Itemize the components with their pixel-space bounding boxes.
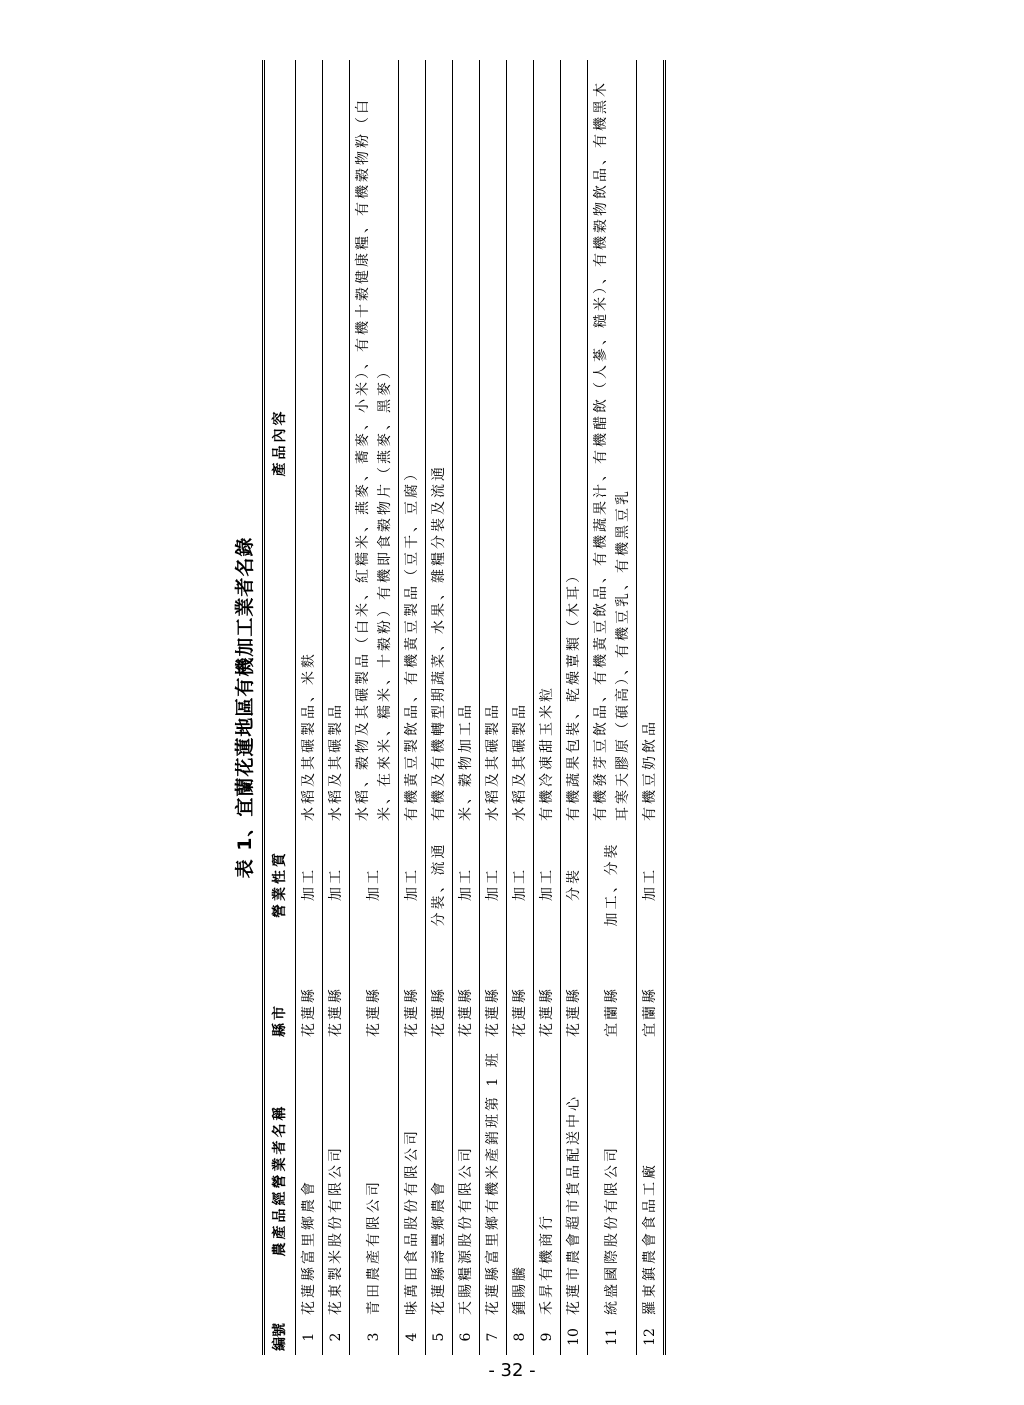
- cell-business-type: 加工: [637, 825, 665, 943]
- cell-county: 花蓮縣: [453, 943, 480, 1041]
- cell-county: 花蓮縣: [534, 943, 561, 1041]
- table-row: [350, 60, 399, 1355]
- cell-business-type: 加工: [350, 825, 399, 943]
- rotated-table-block: [230, 60, 855, 1355]
- cell-business-type: 加工: [534, 825, 561, 943]
- cell-county: 花蓮縣: [323, 943, 350, 1041]
- cell-name: 天賜糧源股份有限公司: [453, 1041, 480, 1319]
- cell-no: 8: [507, 1319, 534, 1355]
- cell-business-type: 加工: [507, 825, 534, 943]
- table-row: [534, 60, 561, 1355]
- cell-business-type: 加工、分裝: [588, 825, 637, 943]
- cell-business-type: 加工: [453, 825, 480, 943]
- cell-products: 有機黃豆製飲品、有機黃豆製品（豆干、豆腐）: [399, 60, 426, 825]
- cell-business-type: 分裝: [561, 825, 588, 943]
- cell-products: 米、穀物加工品: [453, 60, 480, 825]
- cell-name: 花蓮縣富里鄉有機米產銷班第 1 班: [480, 1041, 507, 1319]
- table-row: [480, 60, 507, 1355]
- cell-county: 花蓮縣: [296, 943, 323, 1041]
- cell-county: 花蓮縣: [561, 943, 588, 1041]
- cell-business-type: 加工: [480, 825, 507, 943]
- cell-no: 3: [350, 1319, 399, 1355]
- cell-business-type: 加工: [399, 825, 426, 943]
- cell-products: 有機豆奶飲品: [637, 60, 665, 825]
- cell-products: 水稻及其碾製品: [507, 60, 534, 825]
- cell-business-type: 加工: [296, 825, 323, 943]
- cell-county: 宜蘭縣: [588, 943, 637, 1041]
- cell-name: 羅東鎮農會食品工廠: [637, 1041, 665, 1319]
- table-row: [323, 60, 350, 1355]
- cell-no: 10: [561, 1319, 588, 1355]
- table-row: [399, 60, 426, 1355]
- header-business-type: 營業性質: [264, 825, 296, 943]
- cell-no: 4: [399, 1319, 426, 1355]
- cell-products: 有機冷凍甜玉米粒: [534, 60, 561, 825]
- cell-name: 花東製米股份有限公司: [323, 1041, 350, 1319]
- table-header-row: [264, 60, 296, 1355]
- table-row: [637, 60, 665, 1355]
- cell-business-type: 分裝、流通: [426, 825, 453, 943]
- header-name: 農產品經營業者名稱: [264, 1041, 296, 1319]
- table-row: [296, 60, 323, 1355]
- cell-no: 1: [296, 1319, 323, 1355]
- table-row: [426, 60, 453, 1355]
- cell-products: 有機蔬果包裝、乾燥蕈類（木耳）: [561, 60, 588, 825]
- cell-name: 鍾賜騰: [507, 1041, 534, 1319]
- cell-products: 水稻、穀物及其碾製品（白米、紅糯米、燕麥、蕎麥、小米）、有機十穀健康糧、有機穀物粉（白米、在來米、糯米、十穀粉）有機即食穀物片（燕麥、黑麥）: [350, 60, 399, 825]
- header-no: 編號: [264, 1319, 296, 1355]
- cell-county: 宜蘭縣: [637, 943, 665, 1041]
- page-number: - 32 -: [488, 1360, 536, 1381]
- cell-no: 7: [480, 1319, 507, 1355]
- cell-products: 水稻及其碾製品: [480, 60, 507, 825]
- cell-name: 味萬田食品股份有限公司: [399, 1041, 426, 1319]
- cell-business-type: 加工: [323, 825, 350, 943]
- table-row: [507, 60, 534, 1355]
- cell-county: 花蓮縣: [426, 943, 453, 1041]
- table-row: [561, 60, 588, 1355]
- organic-processors-table: [262, 60, 666, 1355]
- cell-no: 9: [534, 1319, 561, 1355]
- cell-no: 6: [453, 1319, 480, 1355]
- cell-products: 有機發芽豆飲品、有機黃豆飲品、有機蔬果汁、有機醋飲（人蔘、糙米）、有機穀物飲品、有機黑木耳寒天膠原（碩高）、有機豆乳、有機黑豆乳: [588, 60, 637, 825]
- cell-name: 花蓮縣富里鄉農會: [296, 1041, 323, 1319]
- table-row: [453, 60, 480, 1355]
- cell-name: 花蓮市農會超市貨品配送中心: [561, 1041, 588, 1319]
- header-products: 產品內容: [264, 60, 296, 825]
- cell-name: 青田農產有限公司: [350, 1041, 399, 1319]
- header-county: 縣市: [264, 943, 296, 1041]
- cell-county: 花蓮縣: [480, 943, 507, 1041]
- cell-name: 花蓮縣壽豐鄉農會: [426, 1041, 453, 1319]
- cell-no: 5: [426, 1319, 453, 1355]
- cell-county: 花蓮縣: [350, 943, 399, 1041]
- table-caption: 表 1、宜蘭花蓮地區有機加工業者名錄: [234, 536, 256, 879]
- cell-products: 水稻及其碾製品: [323, 60, 350, 825]
- cell-county: 花蓮縣: [507, 943, 534, 1041]
- cell-products: 水稻及其碾製品、米麩: [296, 60, 323, 825]
- cell-name: 禾昇有機商行: [534, 1041, 561, 1319]
- cell-name: 統盛國際股份有限公司: [588, 1041, 637, 1319]
- table-row: [588, 60, 637, 1355]
- cell-no: 11: [588, 1319, 637, 1355]
- cell-no: 2: [323, 1319, 350, 1355]
- cell-county: 花蓮縣: [399, 943, 426, 1041]
- cell-no: 12: [637, 1319, 665, 1355]
- cell-products: 有機及有機轉型期蔬菜、水果、雜糧分裝及流通: [426, 60, 453, 825]
